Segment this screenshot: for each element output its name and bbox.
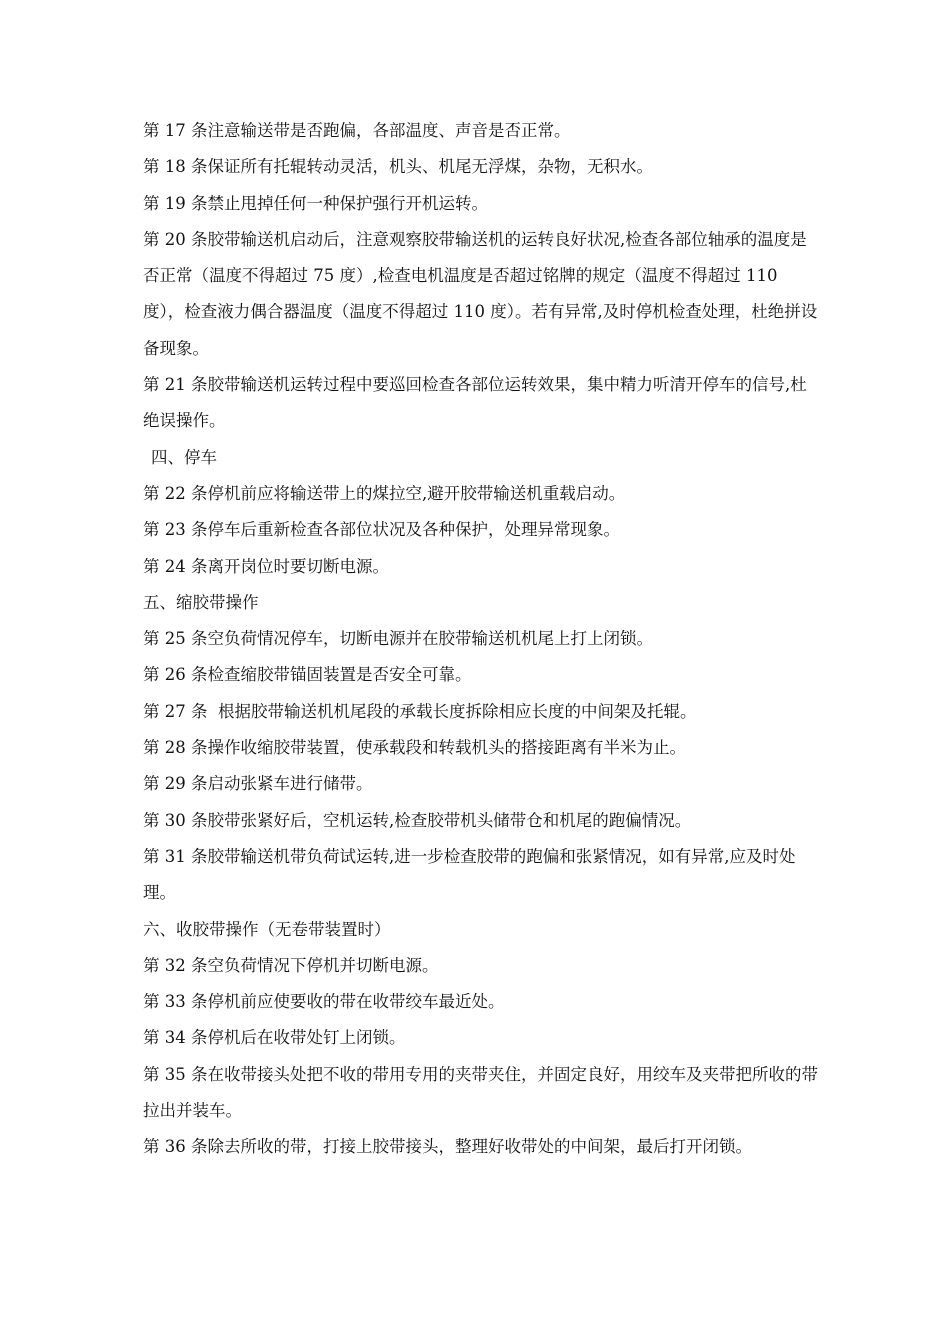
article-23: 第 23 条停车后重新检查各部位状况及各种保护，处理异常现象。 bbox=[143, 520, 620, 540]
section-heading-shrink-belt: 五、缩胶带操作 bbox=[143, 592, 259, 612]
article-21: 第 21 条胶带输送机运转过程中要巡回检查各部位运转效果，集中精力听清开停车的信号,杜绝误操作。 bbox=[143, 375, 807, 431]
article-28: 第 28 条操作收缩胶带装置，使承载段和转载机头的搭接距离有半米为止。 bbox=[143, 738, 686, 758]
article-27: 第 27 条 根据胶带输送机机尾段的承载长度拆除相应长度的中间架及托辊。 bbox=[143, 701, 697, 721]
article-17: 第 17 条注意输送带是否跑偏，各部温度、声音是否正常。 bbox=[143, 121, 571, 140]
section-heading-stop: 四、停车 bbox=[151, 447, 217, 467]
article-22: 第 22 条停机前应将输送带上的煤拉空,避开胶带输送机重载启动。 bbox=[143, 483, 626, 503]
article-24: 第 24 条离开岗位时要切断电源。 bbox=[143, 556, 389, 576]
section-heading-retract-belt: 六、收胶带操作（无卷带装置时） bbox=[143, 919, 391, 939]
article-19: 第 19 条禁止甩掉任何一种保护强行开机运转。 bbox=[143, 193, 488, 213]
article-18: 第 18 条保证所有托辊转动灵活，机头、机尾无浮煤，杂物，无积水。 bbox=[143, 157, 653, 177]
article-33: 第 33 条停机前应使要收的带在收带绞车最近处。 bbox=[143, 992, 505, 1012]
article-31: 第 31 条胶带输送机带负荷试运转,进一步检查胶带的跑偏和张紧情况，如有异常,应及时处理。 bbox=[143, 846, 796, 903]
article-34: 第 34 条停机后在收带处钉上闭锁。 bbox=[143, 1028, 406, 1048]
document-body bbox=[143, 113, 823, 1166]
article-32: 第 32 条空负荷情况下停机并切断电源。 bbox=[143, 955, 439, 975]
article-25: 第 25 条空负荷情况停车，切断电源并在胶带输送机机尾上打上闭锁。 bbox=[143, 629, 653, 649]
article-30: 第 30 条胶带张紧好后，空机运转,检查胶带机头储带仓和机尾的跑偏情况。 bbox=[143, 810, 692, 830]
article-20: 第 20 条胶带输送机启动后，注意观察胶带输送机的运转良好状况,检查各部位轴承的温度是否正常（温度不得超过 75 度）,检查电机温度是否超过铭牌的规定（温度不得超过 110 度），检查液力偶合器温度（温度不得超过 110 度）。若有异常,及时停机检查处理，杜绝拼设备现象。 bbox=[143, 229, 818, 358]
article-35: 第 35 条在收带接头处把不收的带用专用的夹带夹住，并固定良好，用绞车及夹带把所收的带拉出并装车。 bbox=[143, 1064, 818, 1121]
article-29: 第 29 条启动张紧车进行储带。 bbox=[143, 774, 373, 794]
article-36: 第 36 条除去所收的带，打接上胶带接头，整理好收带处的中间架，最后打开闭锁。 bbox=[143, 1137, 752, 1157]
article-26: 第 26 条检查缩胶带锚固装置是否安全可靠。 bbox=[143, 665, 472, 685]
